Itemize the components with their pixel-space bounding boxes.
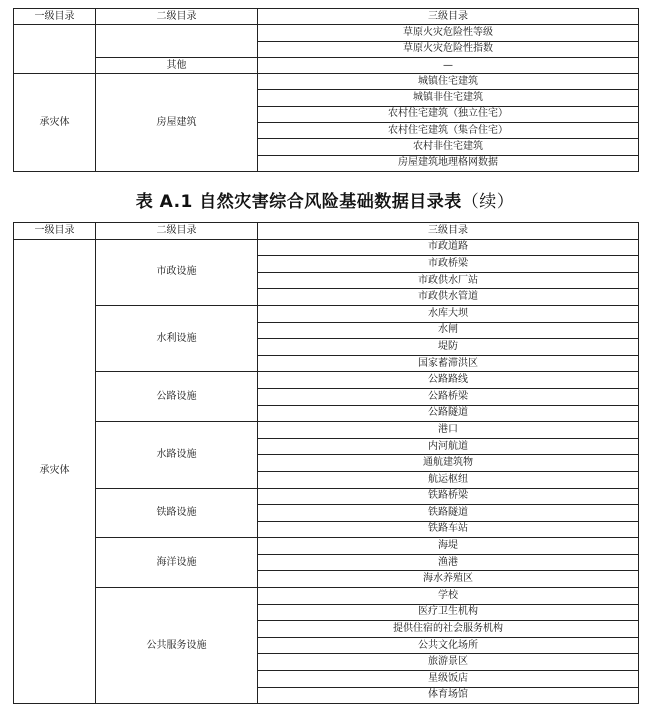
- header-level3: 三级目录: [258, 223, 639, 240]
- level2-cell: 公共服务设施: [96, 588, 258, 704]
- level1-cell: 承灾体: [14, 74, 96, 172]
- level3-cell: 城镇非住宅建筑: [258, 90, 639, 106]
- level1-cell: 承灾体: [14, 239, 96, 704]
- caption-suffix: （续）: [461, 192, 515, 212]
- level3-cell: 城镇住宅建筑: [258, 74, 639, 90]
- table-row: [14, 74, 639, 90]
- table-row: [14, 57, 639, 73]
- table-row: [14, 25, 639, 41]
- level3-cell: 航运枢纽: [258, 471, 639, 488]
- level3-cell: 公路桥梁: [258, 388, 639, 405]
- directory-table-continued: [13, 222, 639, 704]
- level3-cell: 公路隧道: [258, 405, 639, 422]
- header-row: [14, 9, 639, 25]
- level2-cell: 公路设施: [96, 372, 258, 422]
- level3-cell: 水库大坝: [258, 305, 639, 322]
- level2-cell: 市政设施: [96, 239, 258, 305]
- level2-cell-empty: [96, 25, 258, 58]
- caption-main: 表 A.1 自然灾害综合风险基础数据目录表: [135, 192, 462, 212]
- level3-cell: 内河航道: [258, 438, 639, 455]
- level3-cell: 公路路线: [258, 372, 639, 389]
- level3-cell: 草原火灾危险性等级: [258, 25, 639, 41]
- table-row: [14, 488, 639, 505]
- level3-cell: 农村住宅建筑（独立住宅）: [258, 106, 639, 122]
- level3-cell: 星级饭店: [258, 671, 639, 688]
- level3-cell: 公共文化场所: [258, 637, 639, 654]
- table-row: [14, 372, 639, 389]
- level3-cell: 草原火灾危险性指数: [258, 41, 639, 57]
- header-level3: 三级目录: [258, 9, 639, 25]
- header-row: [14, 223, 639, 240]
- level2-cell: 水路设施: [96, 422, 258, 488]
- level3-cell: 国家蓄滞洪区: [258, 355, 639, 372]
- header-level2: 二级目录: [96, 9, 258, 25]
- level3-cell-dash: —: [258, 57, 639, 73]
- level3-cell: 铁路桥梁: [258, 488, 639, 505]
- level3-cell: 房屋建筑地理格网数据: [258, 155, 639, 171]
- table-row: [14, 538, 639, 555]
- level3-cell: 通航建筑物: [258, 455, 639, 472]
- level3-cell: 学校: [258, 588, 639, 605]
- level3-cell: 农村住宅建筑（集合住宅）: [258, 123, 639, 139]
- level3-cell: 堤防: [258, 339, 639, 356]
- level3-cell: 市政供水管道: [258, 289, 639, 306]
- level3-cell: 渔港: [258, 554, 639, 571]
- level2-cell-other: 其他: [96, 57, 258, 73]
- level2-cell: 海洋设施: [96, 538, 258, 588]
- header-level1: 一级目录: [14, 223, 96, 240]
- level3-cell: 医疗卫生机构: [258, 604, 639, 621]
- level3-cell: 水闸: [258, 322, 639, 339]
- level3-cell: 农村非住宅建筑: [258, 139, 639, 155]
- level2-cell: 水利设施: [96, 305, 258, 371]
- level2-cell: 房屋建筑: [96, 74, 258, 172]
- level3-cell: 市政供水厂站: [258, 272, 639, 289]
- level3-cell: 体育场馆: [258, 687, 639, 704]
- table-caption: [0, 187, 650, 212]
- level3-cell: 市政桥梁: [258, 256, 639, 273]
- level3-cell: 铁路车站: [258, 521, 639, 538]
- level3-cell: 市政道路: [258, 239, 639, 256]
- level2-cell: 铁路设施: [96, 488, 258, 538]
- level1-cell-empty: [14, 25, 96, 74]
- level3-cell: 港口: [258, 422, 639, 439]
- table-row: [14, 239, 639, 256]
- directory-table-top: [13, 8, 639, 172]
- level3-cell: 海水养殖区: [258, 571, 639, 588]
- level3-cell: 铁路隧道: [258, 505, 639, 522]
- header-level1: 一级目录: [14, 9, 96, 25]
- level3-cell: 旅游景区: [258, 654, 639, 671]
- table-row: [14, 305, 639, 322]
- table-row: [14, 588, 639, 605]
- table-row: [14, 422, 639, 439]
- level3-cell: 提供住宿的社会服务机构: [258, 621, 639, 638]
- header-level2: 二级目录: [96, 223, 258, 240]
- level3-cell: 海堤: [258, 538, 639, 555]
